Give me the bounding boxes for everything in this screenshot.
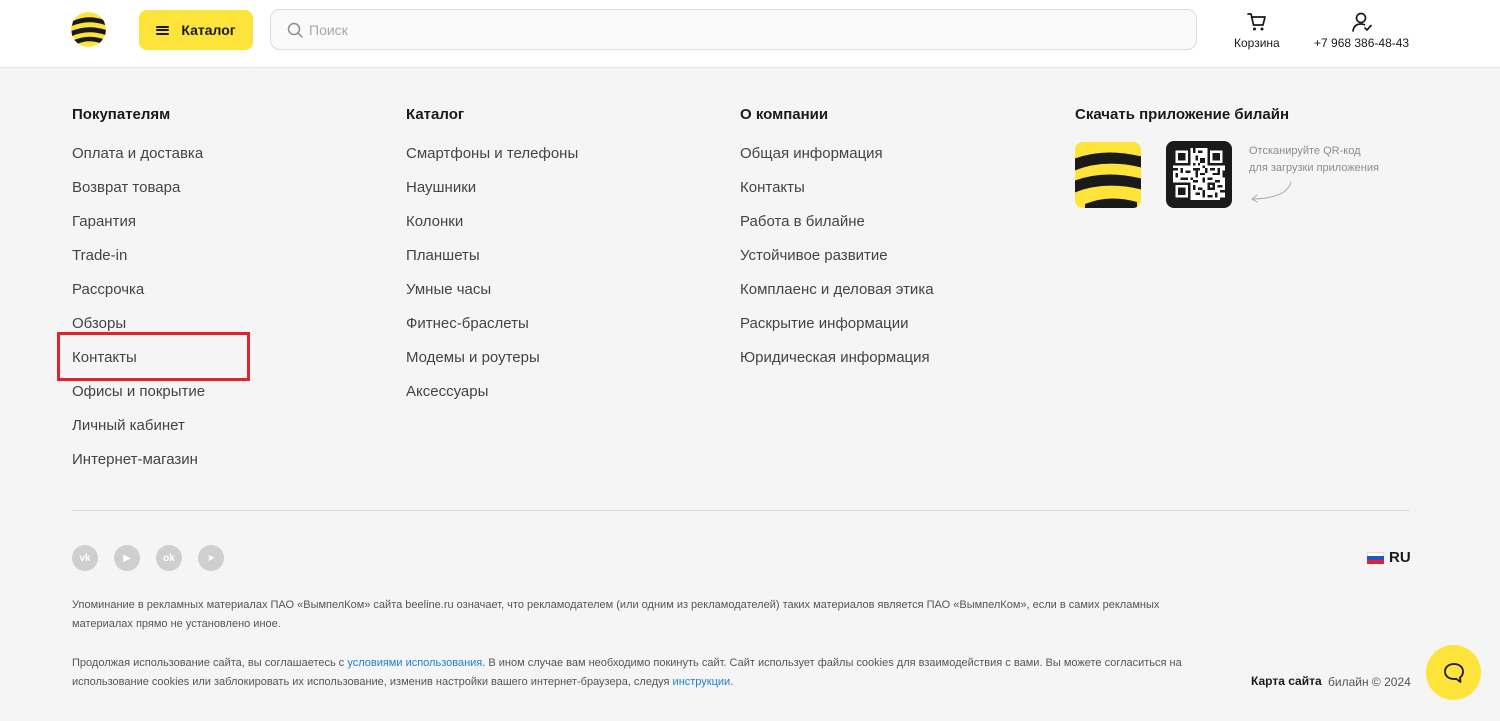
search-input[interactable] — [309, 22, 1109, 38]
footer-link-installments[interactable]: Рассрочка — [72, 281, 145, 298]
header — [0, 0, 1500, 68]
russia-flag-icon — [1367, 552, 1384, 564]
footer-link-general-info[interactable]: Общая информация — [740, 145, 883, 162]
sitemap-link[interactable]: Карта сайта — [1251, 674, 1322, 688]
column-title: Каталог — [406, 106, 465, 123]
column-title: Покупателям — [72, 106, 171, 123]
app-title: Скачать приложение билайн — [1075, 106, 1290, 123]
footer-link-company-contacts[interactable]: Контакты — [740, 179, 805, 196]
terms-of-use-link[interactable]: условиями использования — [347, 657, 483, 669]
footer-link-personal-account[interactable]: Личный кабинет — [72, 417, 185, 434]
footer-link-tablets[interactable]: Планшеты — [406, 247, 480, 264]
footer-link-headphones[interactable]: Наушники — [406, 179, 477, 196]
instructions-link[interactable]: инструкции — [672, 676, 731, 688]
chat-icon — [1442, 662, 1466, 684]
beeline-app-icon[interactable] — [1075, 142, 1141, 208]
social-links — [72, 545, 224, 571]
footer-link-smartwatches[interactable]: Умные часы — [406, 281, 492, 298]
footer-link-compliance[interactable]: Комплаенс и деловая этика — [740, 281, 934, 298]
language-selector[interactable] — [1367, 549, 1411, 566]
footer-column-buyers — [72, 106, 205, 482]
column-title: О компании — [740, 106, 829, 123]
youtube-icon[interactable]: ▶ — [114, 545, 140, 571]
footer-link-contacts[interactable]: Контакты — [72, 349, 137, 366]
footer-link-careers[interactable]: Работа в билайне — [740, 213, 865, 230]
footer-link-warranty[interactable]: Гарантия — [72, 213, 136, 230]
qr-hint-line: Отсканируйте QR-код — [1249, 145, 1361, 157]
ad-disclaimer: Упоминание в рекламных материалах ПАО «ВымпелКом» сайта beeline.ru означает, что рекламодателем (или одним из рекламодателей) таких материалов является ПАО «ВымпелКом», если в самих рекламных материалах прямо не установлено иное. — [72, 599, 1160, 630]
cart-icon — [1246, 12, 1268, 32]
footer-column-catalog — [406, 106, 578, 414]
beeline-logo[interactable] — [71, 12, 106, 47]
footer-link-legal-info[interactable]: Юридическая информация — [740, 349, 930, 366]
footer-column-company — [740, 106, 934, 380]
menu-icon — [156, 26, 169, 35]
curved-arrow-icon — [1247, 178, 1297, 204]
footer-link-fitness-bands[interactable]: Фитнес-браслеты — [406, 315, 529, 332]
footer-link-smartphones[interactable]: Смартфоны и телефоны — [406, 145, 579, 162]
copyright: билайн © 2024 — [1328, 675, 1411, 689]
cart-label: Корзина — [1234, 36, 1280, 50]
footer-link-payment-delivery[interactable]: Оплата и доставка — [72, 145, 204, 162]
search-bar[interactable] — [270, 9, 1197, 50]
footer-link-speakers[interactable]: Колонки — [406, 213, 464, 230]
footer-column-app — [1075, 106, 1289, 142]
footer-link-disclosure[interactable]: Раскрытие информации — [740, 315, 909, 332]
user-icon — [1351, 12, 1373, 32]
account-phone: +7 968 386-48-43 — [1314, 36, 1410, 50]
footer-divider — [72, 510, 1410, 511]
footer-link-accessories[interactable]: Аксессуары — [406, 383, 489, 400]
footer-link-online-store[interactable]: Интернет-магазин — [72, 451, 198, 468]
qr-hint-line: для загрузки приложения — [1249, 162, 1379, 174]
footer-link-sustainability[interactable]: Устойчивое развитие — [740, 247, 888, 264]
search-icon — [287, 22, 303, 38]
cookies-notice: Продолжая использование сайта, вы соглашаетесь с условиями использования. В ином случае вам необходимо покинуть сайт. Сайт использует файлы cookies для взаимодействия с вами. Вы можете согласиться на использование cookies или заблокировать их использование, изменив настройки вашего интернет-браузера, следуя инструкции. — [72, 657, 1182, 688]
footer-link-modems-routers[interactable]: Модемы и роутеры — [406, 349, 540, 366]
chat-button[interactable] — [1426, 645, 1481, 700]
footer-link-reviews[interactable]: Обзоры — [72, 315, 127, 332]
qr-hint — [1249, 143, 1399, 177]
catalog-button[interactable] — [139, 10, 253, 50]
language-label: RU — [1389, 549, 1411, 566]
vk-icon[interactable]: vk — [72, 545, 98, 571]
qr-code — [1166, 141, 1232, 208]
telegram-icon[interactable]: ➤ — [198, 545, 224, 571]
catalog-button-label: Каталог — [181, 22, 236, 38]
footer-link-offices-coverage[interactable]: Офисы и покрытие — [72, 383, 206, 400]
account-button[interactable] — [1314, 12, 1409, 50]
footer-link-returns[interactable]: Возврат товара — [72, 179, 181, 196]
cart-button[interactable] — [1234, 12, 1280, 50]
footer-link-trade-in[interactable]: Trade-in — [72, 247, 128, 264]
odnoklassniki-icon[interactable]: ok — [156, 545, 182, 571]
